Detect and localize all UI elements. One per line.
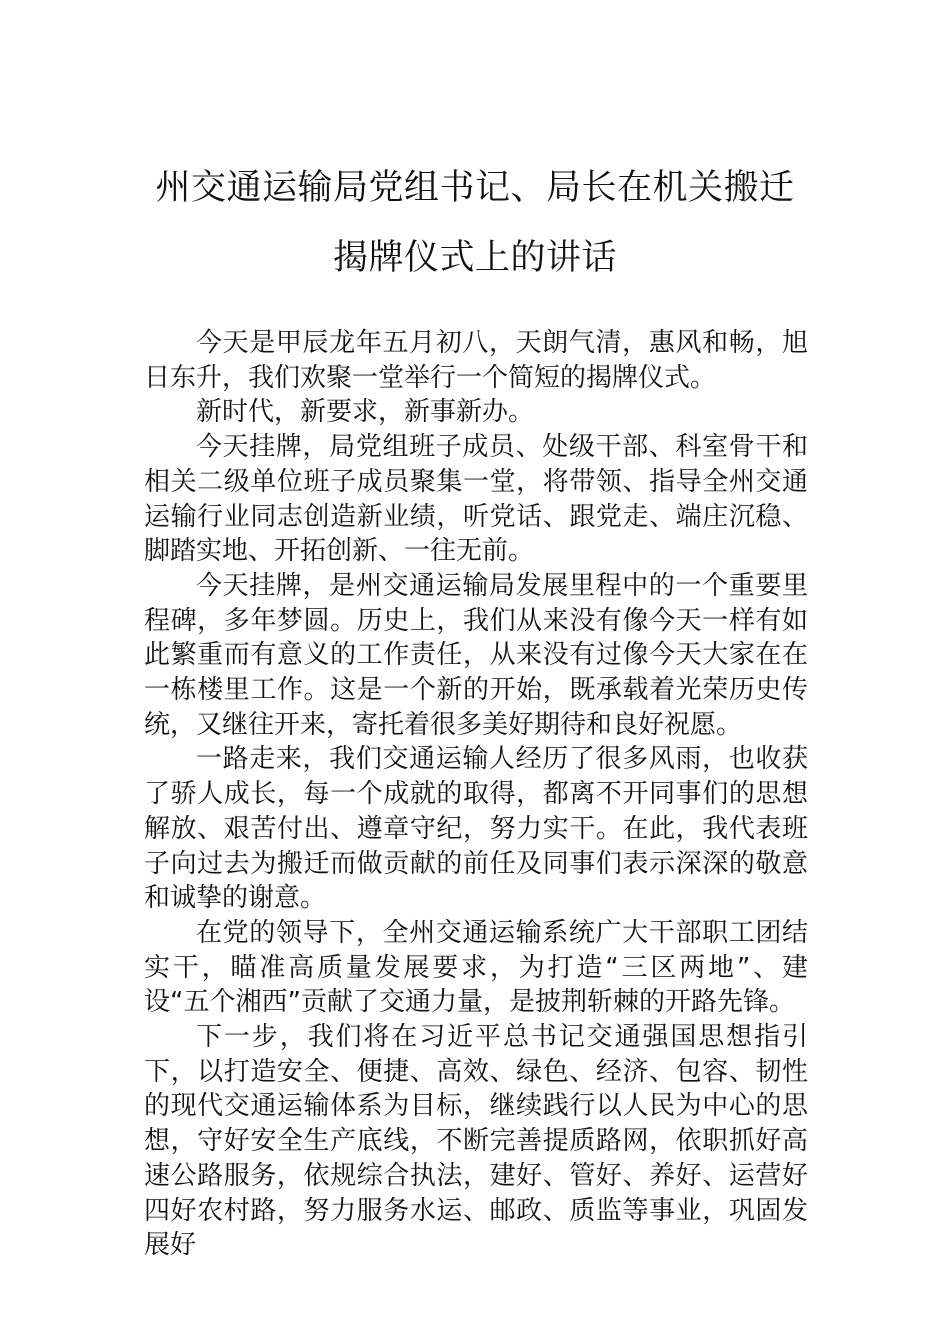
paragraph: 下一步，我们将在习近平总书记交通强国思想指引下，以打造安全、便捷、高效、绿色、经济、包容、韧性的现代交通运输体系为目标，继续践行以人民为中心的思想，守好安全生产底线，不断完善提质路网，依职抓好高速公路服务，依规综合执法，建好、管好、养好、运营好四好农村路，努力服务水运、邮政、质监等事业，巩固发展好 [144, 1022, 808, 1261]
document-title-line-1: 州交通运输局党组书记、局长在机关搬迁 [155, 168, 795, 208]
document-body [144, 326, 808, 1263]
paragraph: 在党的领导下，全州交通运输系统广大干部职工团结实干，瞄准高质量发展要求，为打造“三区两地”、建设“五个湘西”贡献了交通力量，是披荆斩棘的开路先锋。 [144, 917, 808, 1018]
paragraph: 今天是甲辰龙年五月初八，天朗气清，惠风和畅，旭日东升，我们欢聚一堂举行一个简短的揭牌仪式。 [144, 328, 808, 393]
paragraph: 今天挂牌，是州交通运输局发展里程中的一个重要里程碑，多年梦圆。历史上，我们从来没有像今天一样有如此繁重而有意义的工作责任，从来没有过像今天大家在在一栋楼里工作。这是一个新的开始，既承载着光荣历史传统，又继往开来，寄托着很多美好期待和良好祝愿。 [144, 570, 808, 740]
document-title-line-2: 揭牌仪式上的讲话 [332, 238, 617, 278]
paragraph: 新时代，新要求，新事新办。 [196, 397, 535, 428]
paragraph: 一路走来，我们交通运输人经历了很多风雨，也收获了骄人成长，每一个成就的取得，都离不开同事们的思想解放、艰苦付出、遵章守纪，努力实干。在此，我代表班子向过去为搬迁而做贡献的前任及同事们表示深深的敬意和诚挚的谢意。 [144, 744, 808, 914]
paragraph: 今天挂牌，局党组班子成员、处级干部、科室骨干和相关二级单位班子成员聚集一堂，将带领、指导全州交通运输行业同志创造新业绩，听党话、跟党走、端庄沉稳、脚踏实地、开拓创新、一往无前。 [144, 432, 808, 567]
